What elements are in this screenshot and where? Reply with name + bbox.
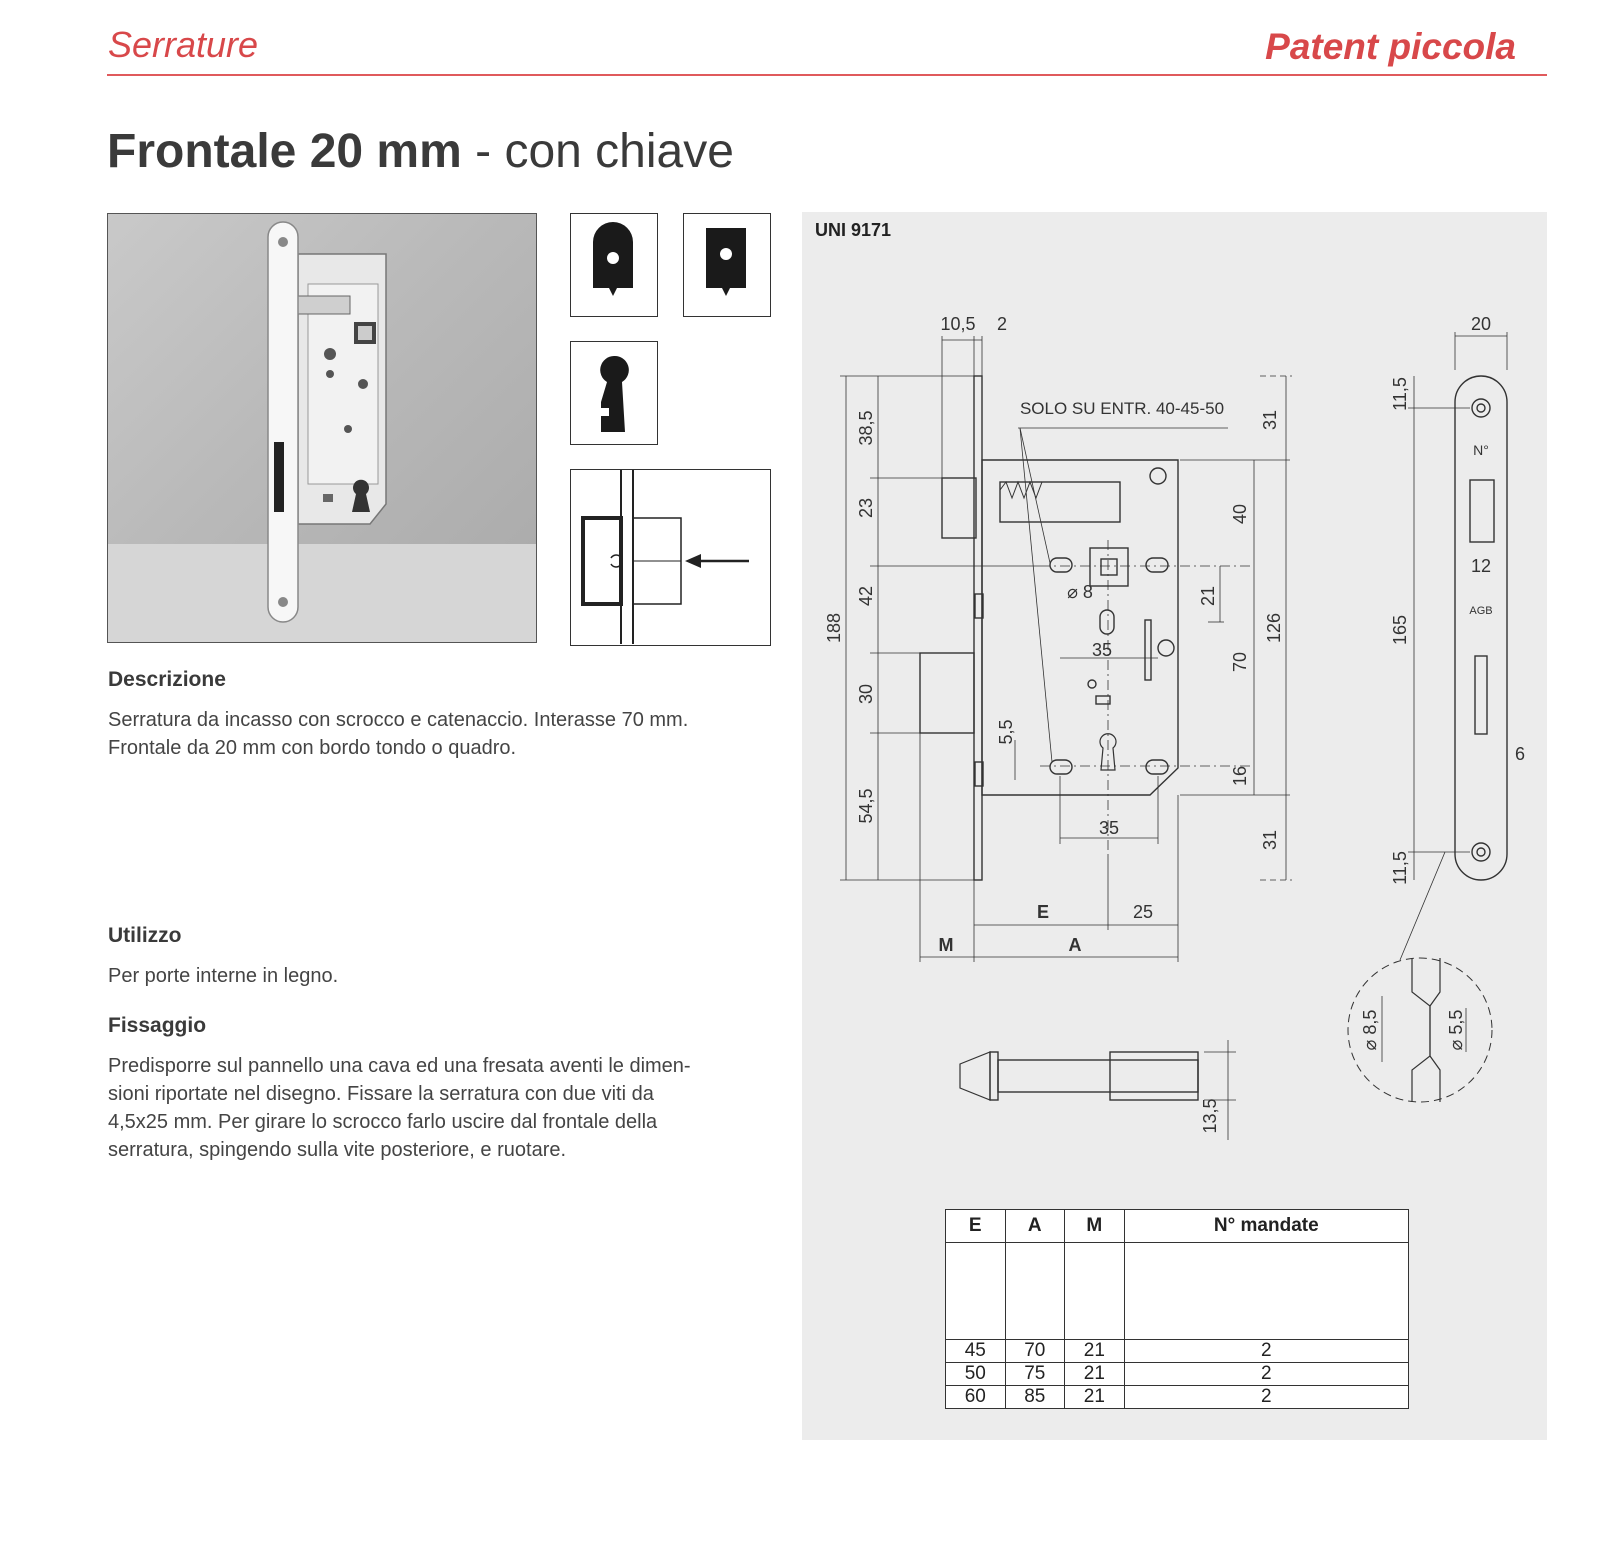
dim-label: 35 bbox=[1098, 818, 1120, 838]
spec-table bbox=[945, 1209, 1409, 1409]
column-header: A bbox=[1005, 1210, 1065, 1243]
dim-label: 25 bbox=[1132, 902, 1154, 922]
table-row bbox=[946, 1363, 1409, 1386]
table-cell: 21 bbox=[1065, 1363, 1125, 1386]
column-header: E bbox=[946, 1210, 1006, 1243]
dim-label: 11,5 bbox=[1390, 851, 1410, 885]
dim-label: 42 bbox=[856, 585, 876, 607]
dim-label: A bbox=[1068, 935, 1082, 955]
dim-label: ⌀ 8 bbox=[1067, 582, 1093, 602]
table-cell: 85 bbox=[1005, 1386, 1065, 1409]
title-suffix: - con chiave bbox=[475, 125, 734, 178]
dim-label: N° bbox=[1473, 442, 1489, 458]
dim-label: 5,5 bbox=[996, 719, 1016, 745]
dim-label: E bbox=[1036, 902, 1050, 922]
table-row bbox=[946, 1340, 1409, 1363]
dim-label: 21 bbox=[1198, 585, 1218, 607]
dim-label: 38,5 bbox=[856, 410, 876, 446]
dim-label: M bbox=[938, 935, 954, 955]
dim-label: 188 bbox=[824, 612, 844, 644]
column-header: N° mandate bbox=[1124, 1210, 1408, 1243]
note-label: SOLO SU ENTR. 40-45-50 bbox=[1019, 399, 1225, 418]
table-cell: 21 bbox=[1065, 1386, 1125, 1409]
fixing-line: sioni riportate nel disegno. Fissare la serratura con due viti da bbox=[108, 1083, 654, 1105]
dim-label: ⌀ 5,5 bbox=[1446, 1009, 1466, 1051]
dim-label: 10,5 bbox=[940, 314, 976, 334]
title-main: Frontale 20 mm bbox=[107, 125, 462, 178]
brand-label: AGB bbox=[1469, 605, 1493, 617]
section-label: Serrature bbox=[108, 24, 259, 65]
dim-label: 13,5 bbox=[1200, 1098, 1220, 1134]
table-cell: 2 bbox=[1124, 1386, 1408, 1409]
usage-text: Per porte interne in legno. bbox=[108, 965, 339, 987]
table-cell: 70 bbox=[1005, 1340, 1065, 1363]
dim-label: 31 bbox=[1260, 829, 1280, 851]
fixing-line: serratura, spingendo sulla vite posteriore, e ruotare. bbox=[108, 1139, 567, 1161]
table-cell: 75 bbox=[1005, 1363, 1065, 1386]
dim-label: 54,5 bbox=[856, 788, 876, 824]
dim-label: 16 bbox=[1230, 765, 1250, 787]
table-header-row bbox=[946, 1210, 1409, 1243]
dim-label: 20 bbox=[1470, 314, 1492, 334]
dim-label: 11,5 bbox=[1390, 377, 1410, 411]
table-cell: 45 bbox=[946, 1340, 1006, 1363]
usage-heading: Utilizzo bbox=[108, 924, 182, 947]
dim-label: 35 bbox=[1091, 640, 1113, 660]
table-cell: 60 bbox=[946, 1386, 1006, 1409]
series-label: Patent piccola bbox=[1265, 26, 1516, 67]
dim-label: 70 bbox=[1230, 651, 1250, 673]
dim-label: 23 bbox=[856, 497, 876, 519]
description-heading: Descrizione bbox=[108, 668, 226, 691]
fixing-line: 4,5x25 mm. Per girare lo scrocco farlo uscire dal frontale della bbox=[108, 1111, 658, 1133]
dim-label: 126 bbox=[1264, 612, 1284, 644]
description-line: Frontale da 20 mm con bordo tondo o quadro. bbox=[108, 737, 517, 759]
description-line: Serratura da incasso con scrocco e catenaccio. Interasse 70 mm. bbox=[108, 709, 689, 731]
table-spacer-row bbox=[946, 1243, 1409, 1340]
dim-label: ⌀ 8,5 bbox=[1360, 1009, 1380, 1051]
dim-label: 30 bbox=[856, 683, 876, 705]
table-cell: 2 bbox=[1124, 1363, 1408, 1386]
fixing-line: Predisporre sul pannello una cava ed una fresata aventi le dimen- bbox=[108, 1055, 691, 1077]
table-cell: 50 bbox=[946, 1363, 1006, 1386]
column-header: M bbox=[1065, 1210, 1125, 1243]
dim-label: 165 bbox=[1390, 614, 1410, 646]
dim-label: 31 bbox=[1260, 409, 1280, 431]
dim-label: 6 bbox=[1514, 744, 1526, 764]
fixing-heading: Fissaggio bbox=[108, 1014, 207, 1037]
dim-label: 2 bbox=[996, 314, 1008, 334]
dim-label: 12 bbox=[1470, 556, 1492, 576]
table-cell: 2 bbox=[1124, 1340, 1408, 1363]
table-row bbox=[946, 1386, 1409, 1409]
standard-label: UNI 9171 bbox=[815, 220, 892, 240]
table-cell: 21 bbox=[1065, 1340, 1125, 1363]
dim-label: 40 bbox=[1230, 503, 1250, 525]
